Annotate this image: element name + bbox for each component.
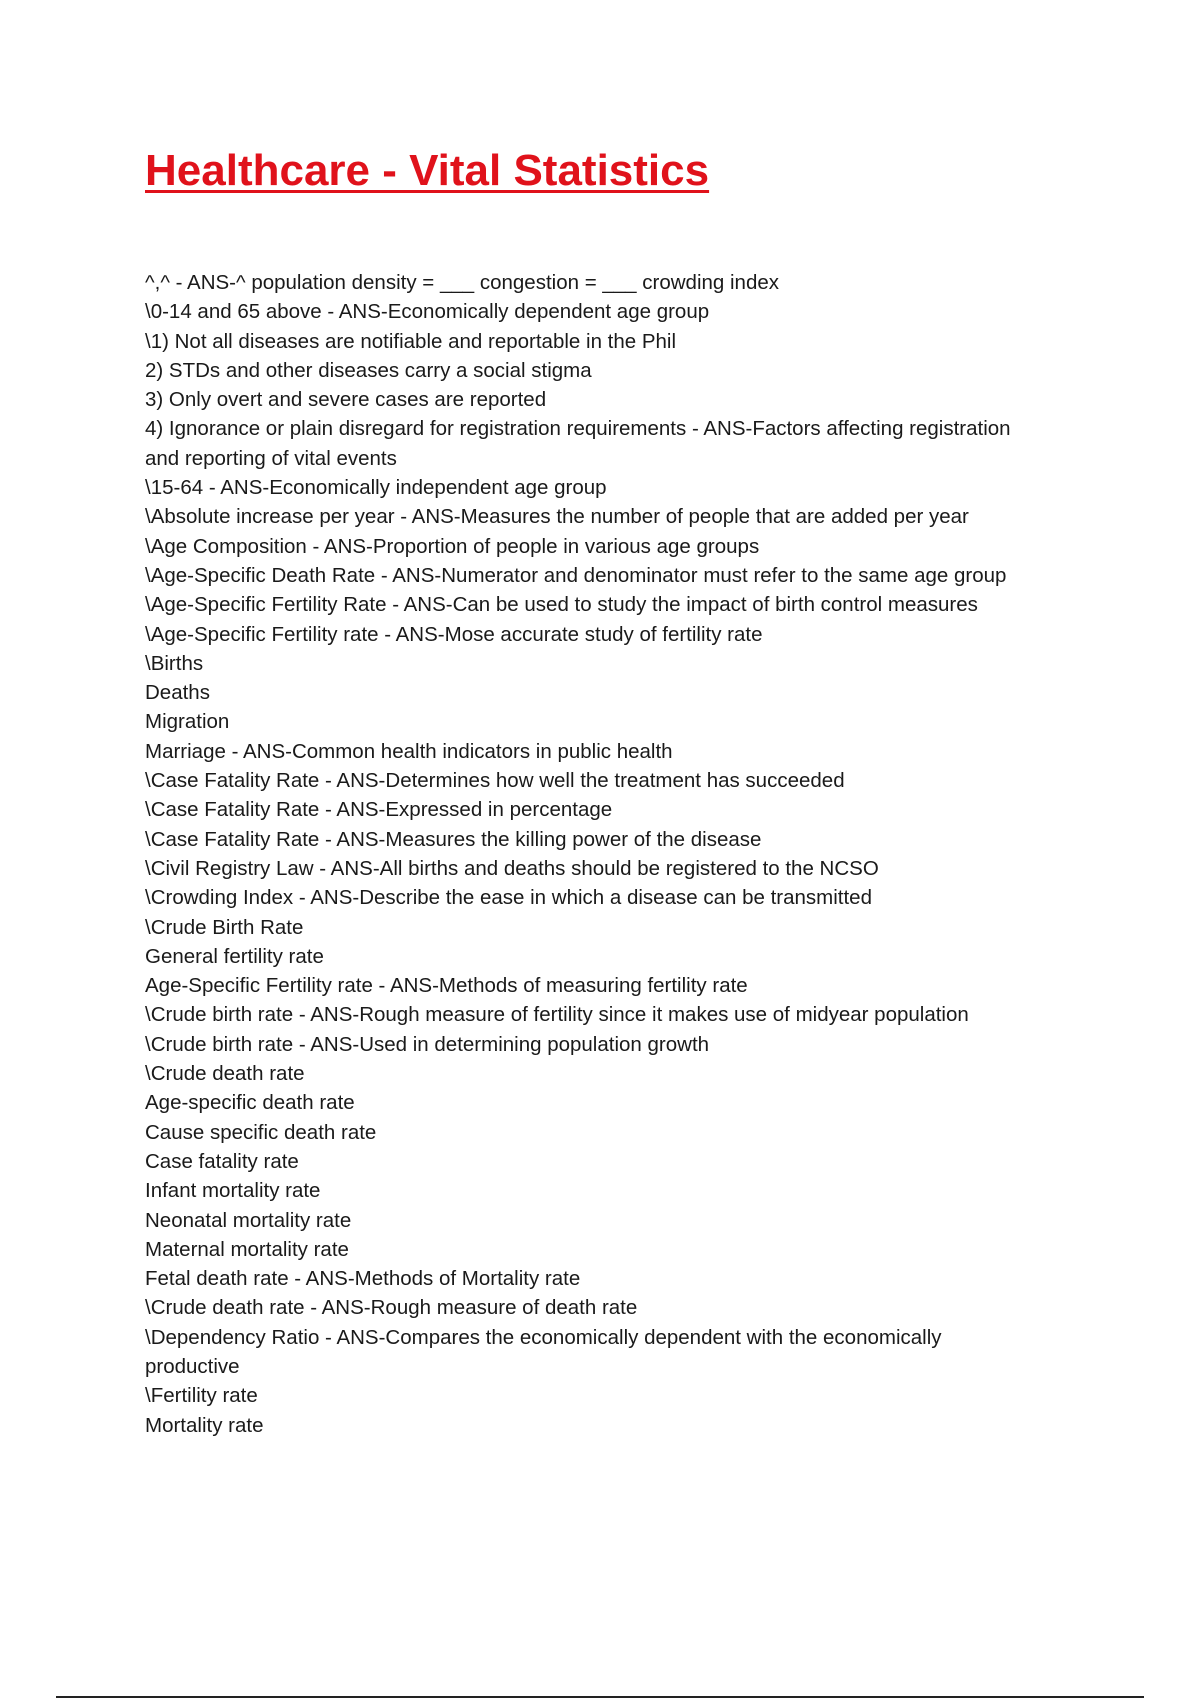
footer-divider: [56, 1696, 1144, 1698]
text-line: Neonatal mortality rate: [145, 1208, 352, 1232]
text-line: \Crude Birth Rate: [145, 915, 304, 939]
text-line: \1) Not all diseases are notifiable and reportable in the Phil: [145, 329, 677, 353]
text-line: \Crude death rate - ANS-Rough measure of death rate: [145, 1296, 638, 1320]
document-body: [145, 268, 1090, 1440]
text-line: Deaths: [145, 681, 210, 705]
text-line: Infant mortality rate: [145, 1179, 321, 1203]
text-line: Case fatality rate: [145, 1149, 299, 1173]
text-line: \15-64 - ANS-Economically independent age group: [145, 476, 607, 500]
text-line: \Case Fatality Rate - ANS-Determines how well the treatment has succeeded: [145, 769, 845, 793]
text-line: Mortality rate: [145, 1413, 264, 1437]
text-line: Cause specific death rate: [145, 1120, 377, 1144]
text-line: \Absolute increase per year - ANS-Measures the number of people that are added per year: [145, 505, 969, 529]
text-line: General fertility rate: [145, 944, 324, 968]
text-line: \Dependency Ratio - ANS-Compares the economically dependent with the economically: [145, 1325, 942, 1349]
text-line: 4) Ignorance or plain disregard for registration requirements - ANS-Factors affecting registration: [145, 417, 1011, 441]
text-line: \Fertility rate: [145, 1384, 258, 1408]
text-line: \Civil Registry Law - ANS-All births and deaths should be registered to the NCSO: [145, 856, 879, 880]
text-line: 3) Only overt and severe cases are reported: [145, 388, 547, 412]
text-line: ^,^ - ANS-^ population density = ___ congestion = ___ crowding index: [145, 271, 779, 294]
text-line: \Age Composition - ANS-Proportion of people in various age groups: [145, 534, 760, 558]
text-line: productive: [145, 1354, 240, 1378]
text-line: Maternal mortality rate: [145, 1237, 349, 1261]
text-line: Age-specific death rate: [145, 1091, 355, 1115]
text-line: \Age-Specific Fertility rate - ANS-Mose accurate study of fertility rate: [145, 622, 763, 646]
text-line: and reporting of vital events: [145, 446, 397, 470]
text-line: Marriage - ANS-Common health indicators in public health: [145, 739, 673, 763]
text-line: Migration: [145, 710, 230, 734]
text-line: 2) STDs and other diseases carry a social stigma: [145, 358, 592, 382]
text-line: \Age-Specific Fertility Rate - ANS-Can be used to study the impact of birth control measures: [145, 593, 978, 617]
text-line: \Births: [145, 651, 204, 675]
text-line: \Case Fatality Rate - ANS-Measures the killing power of the disease: [145, 827, 762, 851]
text-line: Age-Specific Fertility rate - ANS-Methods of measuring fertility rate: [145, 974, 748, 998]
text-line: Fetal death rate - ANS-Methods of Mortality rate: [145, 1267, 581, 1291]
page-title: Healthcare - Vital Statistics: [145, 146, 710, 195]
text-line: \Crowding Index - ANS-Describe the ease in which a disease can be transmitted: [145, 886, 872, 910]
text-line: \Age-Specific Death Rate - ANS-Numerator and denominator must refer to the same age group: [145, 563, 1007, 587]
text-line: \0-14 and 65 above - ANS-Economically dependent age group: [145, 300, 710, 324]
text-line: \Case Fatality Rate - ANS-Expressed in percentage: [145, 798, 613, 822]
text-line: \Crude birth rate - ANS-Rough measure of fertility since it makes use of midyear population: [145, 1003, 969, 1027]
text-line: \Crude birth rate - ANS-Used in determining population growth: [145, 1032, 710, 1056]
text-line: \Crude death rate: [145, 1062, 305, 1086]
